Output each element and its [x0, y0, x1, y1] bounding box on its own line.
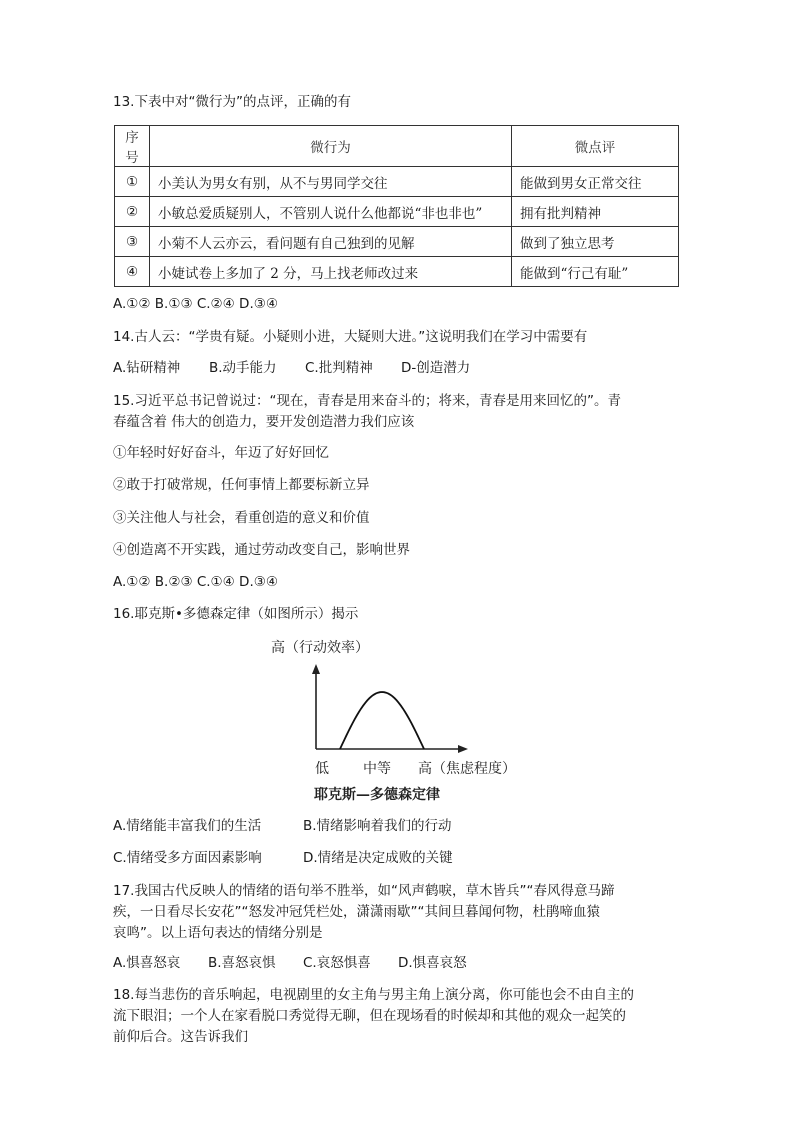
q15-item-1: ①年轻时好好奋斗，年迈了好好回忆 [113, 445, 329, 461]
q14-option-d: D-创造潜力 [401, 360, 471, 376]
q16-option-b: B.情绪影响着我们的行动 [303, 818, 452, 834]
table-row [115, 167, 679, 197]
q18-line3: 前仰后合。这告诉我们 [113, 1029, 248, 1045]
q16-option-a: A.情绪能丰富我们的生活 [113, 818, 262, 834]
yerkes-dodson-figure [270, 632, 540, 807]
q14-option-b: B.动手能力 [209, 360, 277, 376]
table-row [115, 197, 679, 227]
q14-stem: 14.古人云：“学贵有疑。小疑则小进，大疑则大进。”这说明我们在学习中需要有 [113, 329, 588, 345]
table-header-row [115, 126, 679, 167]
row-no: ④ [115, 257, 150, 287]
row-behavior: 小婕试卷上多加了 2 分，马上找老师改过来 [150, 257, 512, 287]
row-behavior: 小敏总爱质疑别人，不管别人说什么他都说“非也非也” [150, 197, 512, 227]
header-behavior: 微行为 [150, 126, 512, 167]
q17-option-c: C.哀怒惧喜 [303, 955, 371, 971]
q17-option-b: B.喜怒哀惧 [208, 955, 276, 971]
table-row [115, 227, 679, 257]
q16-option-d: D.情绪是决定成败的关键 [303, 850, 453, 866]
q18-line2: 流下眼泪；一个人在家看脱口秀觉得无聊，但在现场看的时候却和其他的观众一起笑的 [113, 1008, 626, 1024]
q16-stem: 16.耶克斯•多德森定律（如图所示）揭示 [113, 606, 359, 622]
q15-item-4: ④创造离不开实践，通过劳动改变自己，影响世界 [113, 542, 410, 558]
table-row [115, 257, 679, 287]
row-comment: 拥有批判精神 [512, 197, 679, 227]
row-no: ③ [115, 227, 150, 257]
q17-line3: 哀鸣”。以上语句表达的情绪分别是 [113, 925, 323, 941]
q17-option-d: D.惧喜哀怒 [398, 955, 467, 971]
row-comment: 做到了独立思考 [512, 227, 679, 257]
row-comment: 能做到“行己有耻” [512, 257, 679, 287]
q14-options [113, 358, 470, 378]
efficiency-curve [340, 692, 424, 749]
q17-line1: 17.我国古代反映人的情绪的语句举不胜举，如“风声鹤唳，草木皆兵”“春风得意马蹄 [113, 883, 615, 899]
q15-stem-line2: 春蕴含着 伟大的创造力，要开发创造潜力我们应该 [113, 414, 415, 430]
q16-option-c: C.情绪受多方面因素影响 [113, 850, 262, 866]
q15-stem-line1: 15.习近平总书记曾说过：“现在，青春是用来奋斗的；将来，青春是用来回忆的”。青 [113, 393, 621, 409]
row-behavior: 小美认为男女有别，从不与男同学交往 [150, 167, 512, 197]
q17-line2: 疾，一日看尽长安花”“怒发冲冠凭栏处，潇潇雨歇”“其间旦暮闻何物，杜鹃啼血猿 [113, 904, 600, 920]
row-comment: 能做到男女正常交往 [512, 167, 679, 197]
header-comment: 微点评 [512, 126, 679, 167]
figure-y-label: 高（行动效率） [271, 640, 369, 656]
q16-options-row1 [113, 816, 452, 836]
q17-option-a: A.惧喜怒哀 [113, 955, 181, 971]
q14-option-a: A.钻研精神 [113, 360, 181, 376]
row-no: ① [115, 167, 150, 197]
y-axis-arrow [312, 664, 320, 674]
q15-options: A.①② B.②③ C.①④ D.③④ [113, 574, 278, 590]
row-behavior: 小菊不人云亦云，看问题有自己独到的见解 [150, 227, 512, 257]
x-tick-high: 高（焦虑程度） [418, 761, 516, 777]
header-no: 序号 [115, 126, 150, 167]
q15-item-2: ②敢于打破常规，任何事情上都要标新立异 [113, 477, 370, 493]
micro-behavior-table [114, 125, 679, 287]
x-axis-arrow [458, 745, 468, 753]
q16-options-row2 [113, 848, 453, 868]
x-tick-low: 低 [315, 761, 329, 777]
q18-line1: 18.每当悲伤的音乐响起，电视剧里的女主角与男主角上演分离，你可能也会不由自主的 [113, 987, 634, 1003]
x-tick-medium: 中等 [363, 761, 391, 777]
figure-caption: 耶克斯—多德森定律 [314, 787, 440, 803]
q17-options [113, 953, 467, 973]
q13-options: A.①② B.①③ C.②④ D.③④ [113, 296, 278, 312]
q15-item-3: ③关注他人与社会，看重创造的意义和价值 [113, 510, 370, 526]
row-no: ② [115, 197, 150, 227]
q14-option-c: C.批判精神 [305, 360, 373, 376]
q13-stem: 13.下表中对“微行为”的点评，正确的有 [113, 94, 351, 110]
